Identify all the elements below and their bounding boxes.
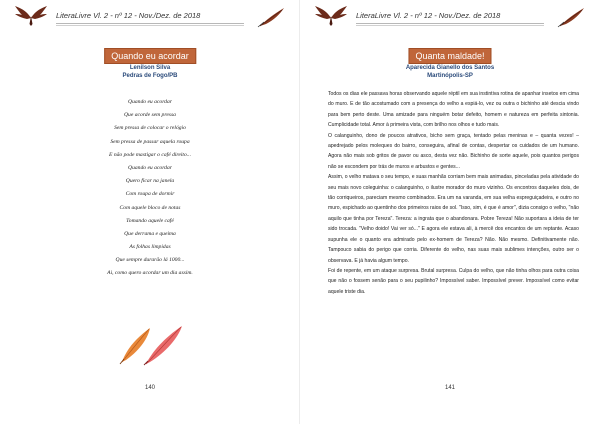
- header-rule-2: [356, 25, 544, 26]
- orange-feather-icon: [120, 328, 150, 364]
- poem-line: Tomando aquele café: [126, 217, 174, 224]
- paragraph: O calanguinho, dono de poucos atrativos, bicho sem graça, tentado pelas meninas e – quanta vezes! – apedrejado pelos moleques do bairro, conseguira, afinal de contas, despertar os cuidados de um humano. Agora não mais sob gritos de pavor ou asco, desta vez não. Bichinho de sorte aquele, pois quantos perigos não se escondem por trás de muros e arbustos e gentes...: [328, 132, 579, 170]
- poem-line: E não pode mastigar o café direito...: [109, 151, 191, 158]
- poem-line: Quero ficar na janela: [125, 178, 175, 185]
- page-number: 141: [444, 385, 455, 391]
- header-rule: [56, 23, 244, 24]
- poem-line: As folhas limpidas: [129, 244, 171, 251]
- feather-quill-icon: [256, 6, 286, 28]
- poem-line: Com roupa de dormir: [125, 191, 175, 198]
- paragraph: Todos os dias ele passava horas observando aquele réptil em sua instintiva rotina de apanhar insetos em cima do muro. E de tão acostumado com a presença do velho a espiá-lo, vez ou outra o bichinho até descia vindo para bem perto deste. Uma amizade para ninguém botar defeito, homem e natureza em perfeita sintonia. Cumplicidade total. Amor à primeira vista, com brilho nos olhos e tudo mais.: [328, 91, 579, 129]
- right-running-header: [314, 6, 586, 30]
- feather-quill-icon: [556, 6, 586, 28]
- header-rule: [356, 23, 544, 24]
- poem-line: Com aquele bloco de notas: [119, 204, 181, 211]
- page-number: 140: [144, 385, 155, 391]
- poem-line: Quando eu acordar: [128, 99, 172, 105]
- poem-line: Ai, como quero acordar um dia assim.: [107, 270, 193, 277]
- feathers-illustration: [116, 322, 186, 366]
- story-title: Quanta maldade!: [408, 48, 491, 64]
- paragraph: Assim, o velho matava o seu tempo, e suas manhãs corriam bem mais animadas, pinceladas pela atividade do seu mais novo coleguinha: o calanguinho, o ilustre morador do muro vizinho. Os encontros daqueles dois, de tão corriqueiros, pareciam mesmo combinados. Era um na varanda, em sua velha espreguiçadeira, e outro no muro, espichado ao quentinho dos primeiros raios de sol. "Isso, sim, é que é amor", dizia consigo o velho, "não aquilo que tinha por Tereza". Tereza: a ingrata que o abandonara. Pobre Tereza! Não suportara a ideia de ter sido trocada. "Velho doido! Vai ver só..." E agora ele estava ali, à mercê dos encantos de um reptante. Acaso supunha ele o quanto era admirado pelo ex-homem de Tereza? Não. Não mesmo. Definitivamente não. Tampouco sabia do perigo que corria. Diferente do velho, nas suas mais sublimes intenções, outro ser o observava. E já havia algum tempo.: [328, 174, 579, 264]
- story-body: [328, 89, 579, 297]
- paragraph: Foi de repente, em um ataque surpresa. Brutal surpresa. Culpa do velho, que não tinha olhos para outra coisa que não o fossem senão para o seu pupilinho? Impossível saber. Impossível prever. Impossível como evitar aquele triste dia.: [328, 267, 579, 295]
- poem-body: [0, 96, 300, 281]
- poem-title: Quando eu acordar: [104, 48, 196, 64]
- poem-line: Sem pressa de colocar o relógio: [114, 125, 186, 132]
- author-name: Lenilson Silva: [129, 65, 171, 71]
- left-running-header: [14, 6, 286, 30]
- poem-line: Quando eu acordar: [128, 164, 172, 171]
- author-name: Aparecida Gianello dos Santos: [405, 65, 495, 71]
- poem-line: Que acorde sem pressa: [124, 112, 176, 119]
- right-page: [300, 0, 600, 424]
- header-rule-2: [56, 25, 244, 26]
- poem-line: Sem pressa de passar aquela roupa: [110, 138, 190, 145]
- author-place: Pedras de Fogo/PB: [122, 73, 178, 79]
- bird-wings-icon: [314, 4, 348, 28]
- running-header-text: LiteraLivre Vl. 2 - nº 12 - Nov./Dez. de 2018: [356, 11, 501, 20]
- running-header-text: LiteraLivre Vl. 2 - nº 12 - Nov./Dez. de 2018: [56, 11, 201, 20]
- author-place: Martinópolis-SP: [427, 73, 473, 79]
- poem-line: Que derrama e queima: [124, 230, 176, 237]
- bird-wings-icon: [14, 4, 48, 28]
- pink-feather-icon: [144, 326, 182, 365]
- poem-line: Que sempre durarão lá 1000...: [115, 257, 185, 264]
